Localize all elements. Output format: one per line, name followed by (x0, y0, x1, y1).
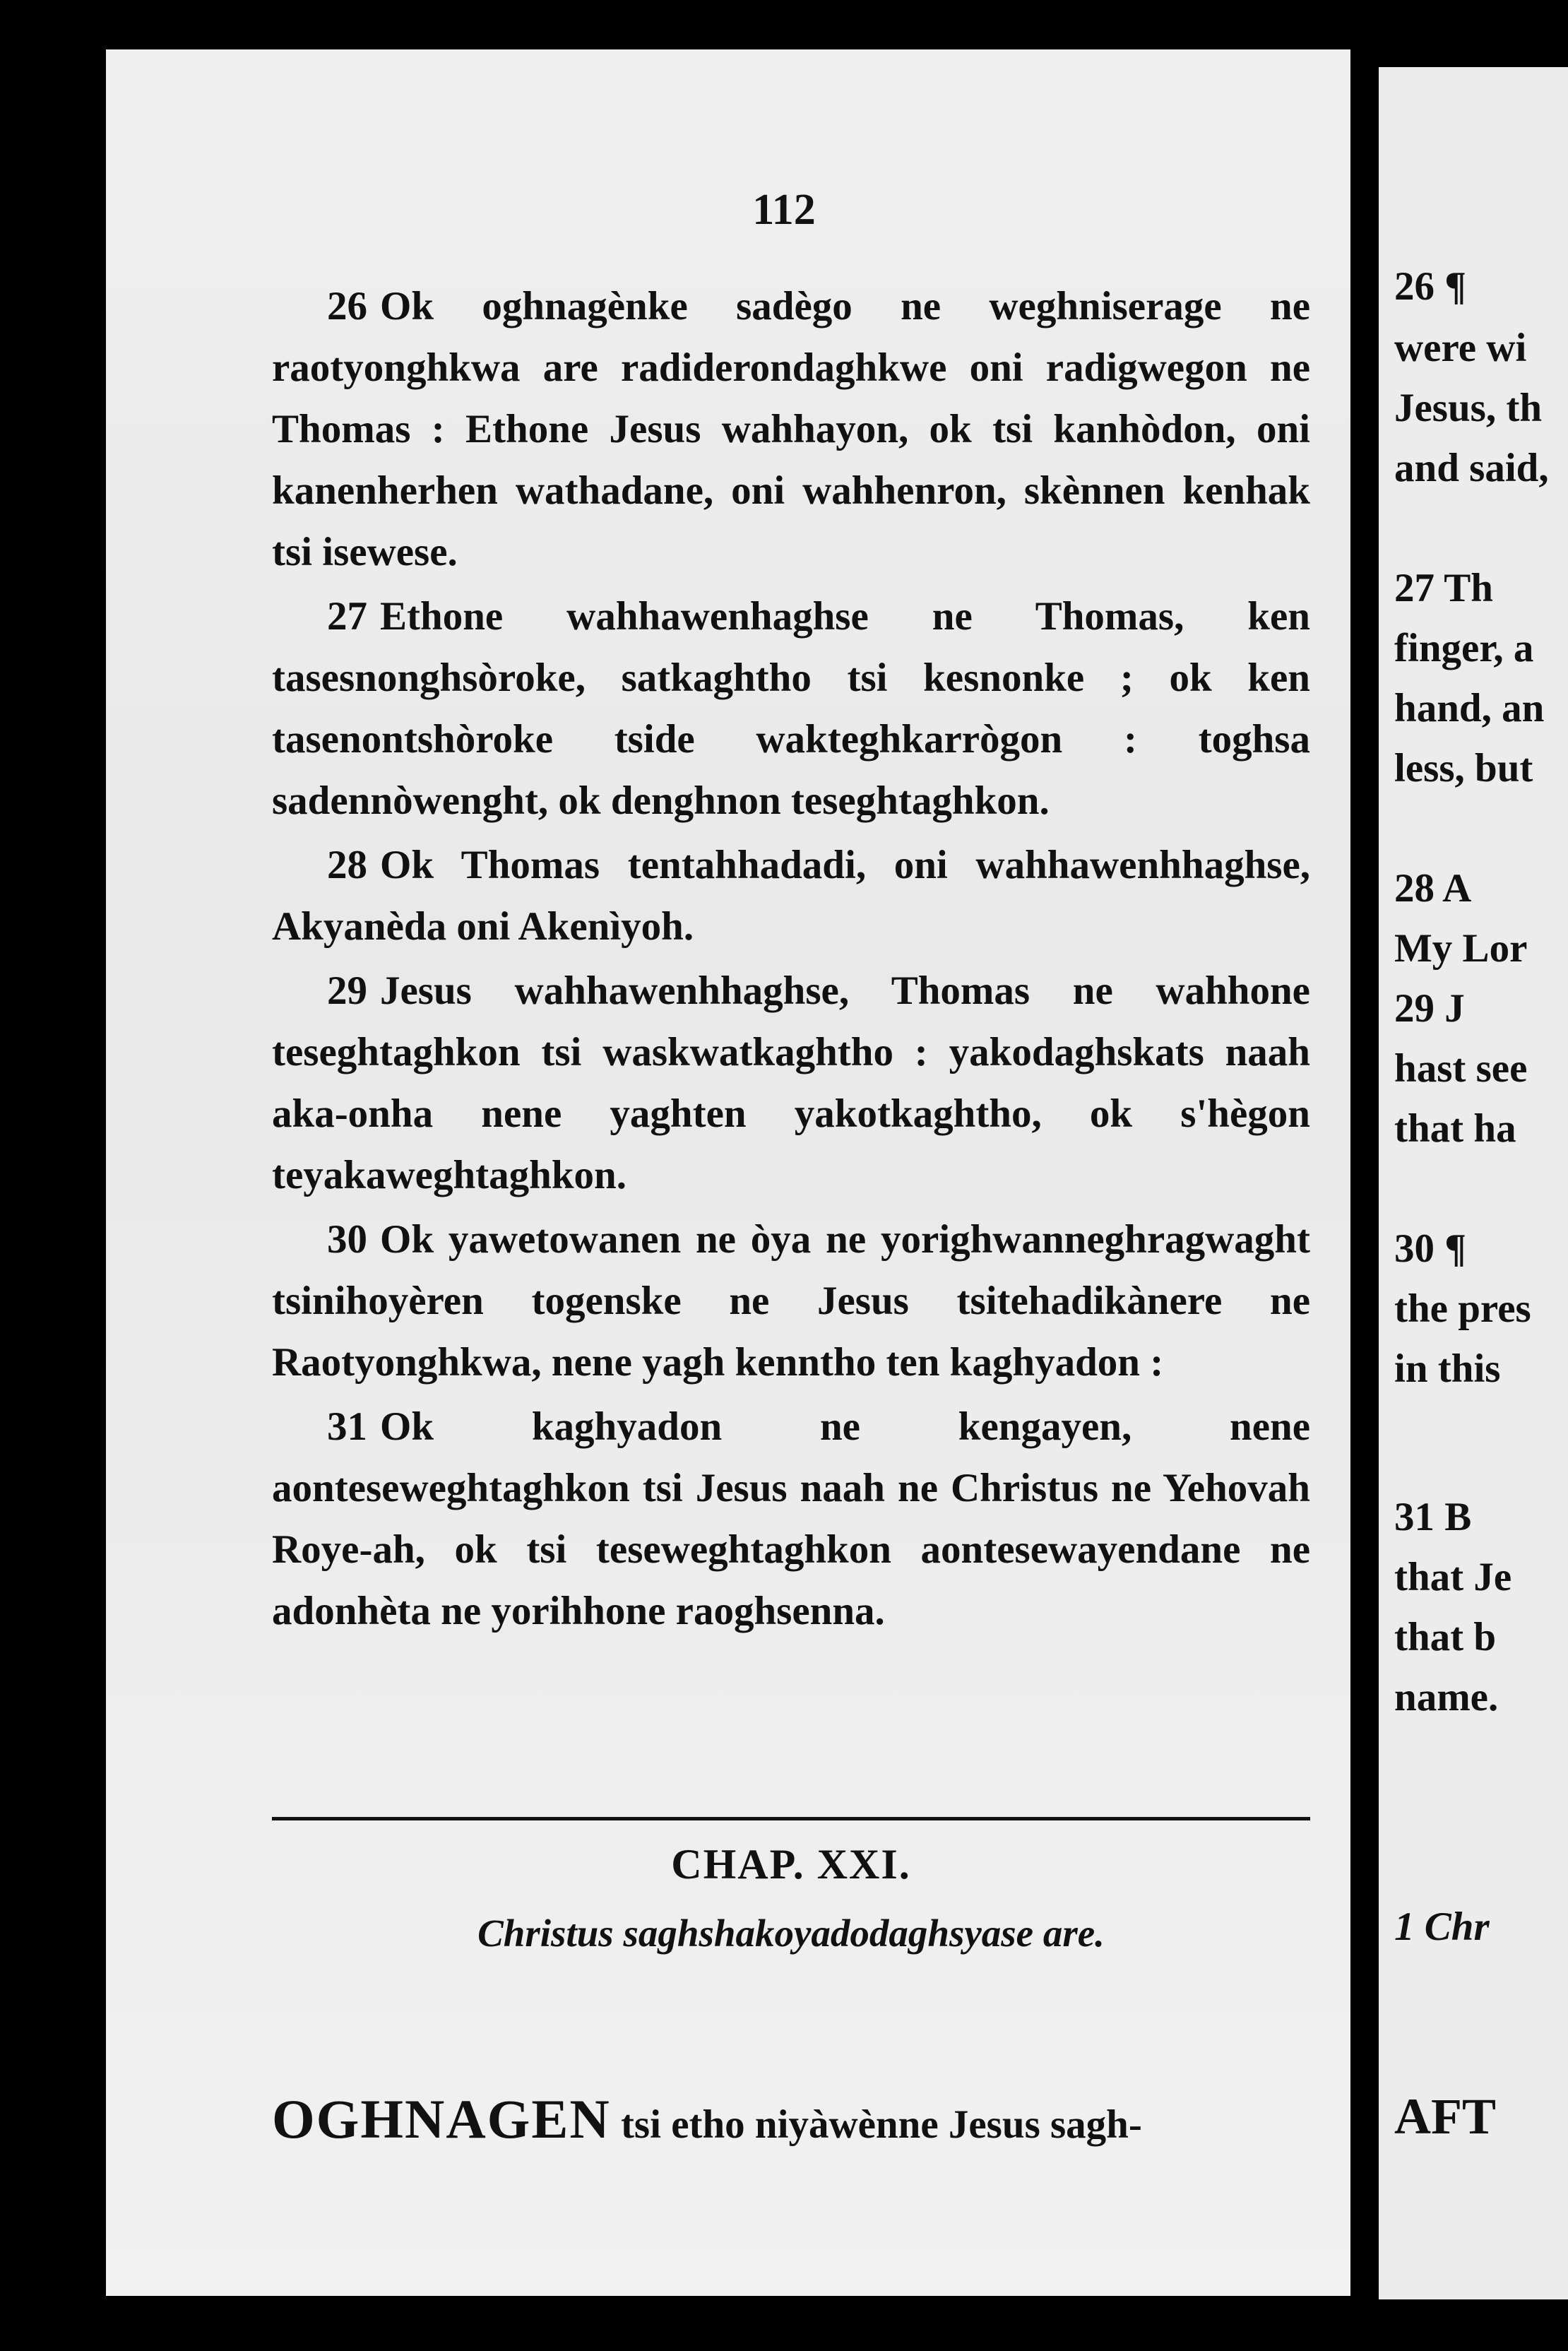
verse (272, 1209, 1310, 1393)
right-page-line: 31 B (1394, 1495, 1472, 1539)
right-page-line: finger, a (1394, 626, 1534, 670)
right-page-line: that ha (1394, 1106, 1516, 1151)
chapter-subtitle: Christus saghshakoyadodaghsyase are. (477, 1912, 1105, 1955)
right-page-line: 26 ¶ (1394, 264, 1467, 309)
right-page-line: were wi (1394, 326, 1527, 370)
verse-text: Ethone wahhawenhaghse ne Thomas, ken tasesnonghsòroke, satkaghtho tsi kesnonke ; ok ken tasenontshòroke tside wakteghkarrògon : toghsa sadennòwenght, ok denghnon teseghtaghkon. (272, 594, 1310, 823)
right-page-line: in this (1394, 1346, 1501, 1391)
right-page-line: 28 A (1394, 866, 1472, 911)
right-page-line: less, but (1394, 746, 1533, 790)
verse-text: Jesus wahhawenhhaghse, Thomas ne wahhone teseghtaghkon tsi waskwatkaghtho : yakodaghskats naah aka-onha nene yaghten yakotkaghtho, ok s'hègon teyakaweghtaghkon. (272, 969, 1310, 1197)
right-page-line: name. (1394, 1675, 1499, 1719)
verse-number: 27 (327, 594, 367, 639)
right-page-line: that b (1394, 1615, 1497, 1659)
verse-number: 26 (327, 284, 367, 328)
right-page-line: My Lor (1394, 926, 1528, 971)
right-page-line: 27 Th (1394, 566, 1493, 610)
right-page-line: hand, an (1394, 686, 1545, 730)
verse (272, 1396, 1310, 1642)
verse-text: Ok kaghyadon ne kengayen, nene aonteseweghtaghkon tsi Jesus naah ne Christus ne Yehovah Roye-ah, ok tsi teseweghtaghkon aontesewayendane ne adonhèta ne yorihhone raoghsenna. (272, 1404, 1310, 1633)
page-number: 112 (752, 186, 816, 234)
right-page-line: 30 ¶ (1394, 1226, 1467, 1271)
verse-number: 31 (327, 1404, 367, 1449)
right-page-line: the pres (1394, 1286, 1531, 1331)
verse (272, 960, 1310, 1206)
verse (272, 276, 1310, 583)
verse-text: Ok yawetowanen ne òya ne yorighwanneghragwaght tsinihoyèren togenske ne Jesus tsitehadikànere ne Raotyonghkwa, nene yagh kenntho ten kaghyadon : (272, 1217, 1310, 1385)
opening-text: tsi etho niyàwènne Jesus sagh- (610, 2102, 1142, 2147)
chapter-opening-line (272, 2088, 1331, 2151)
verse (272, 586, 1310, 831)
section-rule (272, 1817, 1310, 1820)
right-page-line: and said, (1394, 446, 1549, 490)
verse-number: 30 (327, 1217, 367, 1262)
verse-number: 29 (327, 969, 367, 1013)
right-page (1379, 67, 1568, 2299)
book-gutter (1353, 49, 1374, 2303)
right-page-line: that Je (1394, 1555, 1512, 1599)
opening-word: OGHNAGEN (272, 2088, 611, 2150)
verse (272, 834, 1310, 957)
verse-column (272, 276, 1310, 1645)
verse-text: Ok Thomas tentahhadadi, oni wahhawenhhaghse, Akyanèda oni Akenìyoh. (272, 843, 1310, 949)
right-page-line: AFT (1394, 2088, 1496, 2145)
chapter-title: CHAP. XXI. (671, 1841, 911, 1888)
right-page-line: 29 J (1394, 986, 1465, 1031)
verse-number: 28 (327, 843, 367, 887)
right-page-line: 1 Chr (1394, 1905, 1490, 1949)
right-page-line: Jesus, th (1394, 386, 1543, 430)
verse-text: Ok oghnagènke sadègo ne weghniserage ne raotyonghkwa are radiderondaghkwe oni radigwegon ne Thomas : Ethone Jesus wahhayon, ok tsi kanhòdon, oni kanenherhen wathadane, oni wahhenron, skènnen kenhak tsi isewese. (272, 284, 1310, 574)
right-page-line: hast see (1394, 1046, 1528, 1091)
